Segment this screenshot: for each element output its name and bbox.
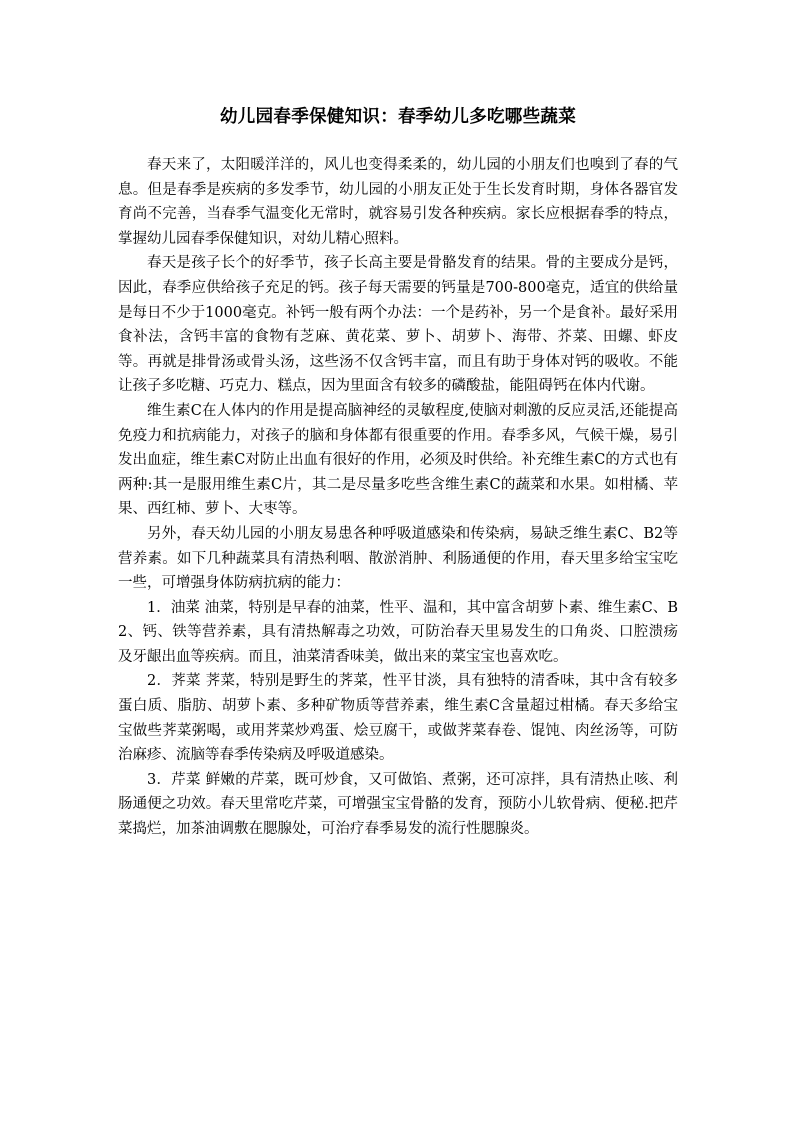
document-page (118, 0, 678, 1123)
paragraph-rapeseed: 1．油菜 油菜，特别是早春的油菜，性平、温和，其中富含胡萝卜素、维生素C、B2、钙、铁等营养素，具有清热解毒之功效，可防治春天里易发生的口角炎、口腔溃疡及牙龈出血等疾病。而且，油菜清香味美，做出来的菜宝宝也喜欢吃。 (118, 599, 678, 665)
paragraph-vegetables-intro: 另外，春天幼儿园的小朋友易患各种呼吸道感染和传染病，易缺乏维生素C、B2等营养素。如下几种蔬菜具有清热利咽、散淤消肿、利肠通便的作用，春天里多给宝宝吃一些，可增强身体防病抗病的能力： (118, 525, 678, 592)
document-title: 幼儿园春季保健知识：春季幼儿多吃哪些蔬菜 (220, 107, 576, 127)
paragraph-shepherds-purse: 2．荠菜 荠菜，特别是野生的荠菜，性平甘淡，具有独特的清香味，其中含有较多蛋白质、脂肪、胡萝卜素、多种矿物质等营养素，维生素C含量超过柑橘。春天多给宝宝做些荠菜粥喝，或用荠菜炒鸡蛋、烩豆腐干，或做荠菜春卷、馄饨、肉丝汤等，可防治麻疹、流脑等春季传染病及呼吸道感染。 (118, 673, 678, 764)
paragraph-intro: 春天来了，太阳暖洋洋的，风儿也变得柔柔的，幼儿园的小朋友们也嗅到了春的气息。但是春季是疾病的多发季节，幼儿园的小朋友正处于生长发育时期，身体各器官发育尚不完善，当春季气温变化无常时，就容易引发各种疾病。家长应根据春季的特点，掌握幼儿园春季保健知识，对幼儿精心照料。 (118, 157, 678, 247)
paragraph-celery: 3．芹菜 鲜嫩的芹菜，既可炒食，又可做馅、煮粥，还可凉拌，具有清热止咳、利肠通便之功效。春天里常吃芹菜，可增强宝宝骨骼的发育，预防小儿软骨病、便秘.把芹菜捣烂，加茶油调敷在腮腺处，可治疗春季易发的流行性腮腺炎。 (118, 771, 678, 838)
paragraph-vitamin-c: 维生素C在人体内的作用是提高脑神经的灵敏程度,使脑对刺激的反应灵活,还能提高免疫力和抗病能力，对孩子的脑和身体都有很重要的作用。春季多风，气候干燥，易引发出血症，维生素C对防止出血有很好的作用，必须及时供给。补充维生素C的方式也有两种:其一是服用维生素C片，其二是尽量多吃些含维生素C的蔬菜和水果。如柑橘、苹果、西红柿、萝卜、大枣等。 (118, 402, 678, 518)
document-body (118, 153, 678, 842)
paragraph-calcium: 春天是孩子长个的好季节，孩子长高主要是骨骼发育的结果。骨的主要成分是钙，因此，春季应供给孩子充足的钙。孩子每天需要的钙量是700-800毫克，适宜的供给量是每日不少于1000毫克。补钙一般有两个办法：一个是药补，另一个是食补。最好采用食补法，含钙丰富的食物有芝麻、黄花菜、萝卜、胡萝卜、海带、芥菜、田螺、虾皮等。再就是排骨汤或骨头汤，这些汤不仅含钙丰富，而且有助于身体对钙的吸收。不能让孩子多吃糖、巧克力、糕点，因为里面含有较多的磷酸盐，能阻碍钙在体内代谢。 (118, 255, 678, 395)
